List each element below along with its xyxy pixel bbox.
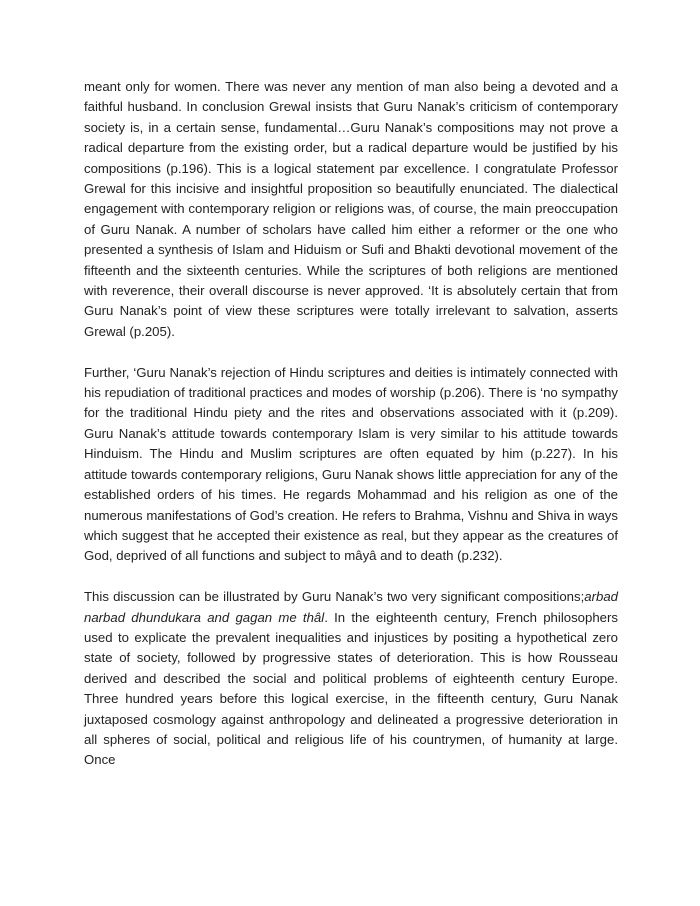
paragraph-1: meant only for women. There was never any mention of man also being a devoted and a faithful husband. In conclusion Grewal insists that Guru Nanak’s criticism of contemporary society is, in a certain sense, fundamental…Guru Nanak’s compositions may not prove a radical departure from the existing order, but a radical departure would be justified by his compositions (p.196). This is a logical statement par excellence. I congratulate Professor Grewal for this incisive and insightful proposition so beautifully enunciated. The dialectical engagement with contemporary religion or religions was, of course, the main preoccupation of Guru Nanak. A number of scholars have called him either a reformer or the one who presented a synthesis of Islam and Hiduism or Sufi and Bhakti devotional movement of the fifteenth and the sixteenth centuries. While the scriptures of both religions are mentioned with reverence, their overall discourse is never approved. ‘It is absolutely certain that from Guru Nanak’s point of view these scriptures were totally irrelevant to salvation, asserts Grewal (p.205).	[84, 79, 618, 339]
body-text	[84, 77, 618, 771]
paragraph-3	[84, 587, 618, 771]
paragraph-2: Further, ‘Guru Nanak’s rejection of Hindu scriptures and deities is intimately connected with his repudiation of traditional practices and modes of worship (p.206). There is ‘no sympathy for the traditional Hindu piety and the rites and observations associated with it (p.209). Guru Nanak’s attitude towards contemporary Islam is very similar to his attitude towards Hinduism. The Hindu and Muslim scriptures are often equated by him (p.227). In his attitude towards contemporary religions, Guru Nanak shows little appreciation for any of the established orders of his times. He regards Mohammad and his religion as one of the numerous manifestations of God’s creation. He refers to Brahma, Vishnu and Shiva in ways which suggest that he accepted their existence as real, but they appear as the creatures of God, deprived of all functions and subject to mâyâ and to death (p.232).	[84, 364, 618, 564]
paragraph-3-text-after: . In the eighteenth century, French philosophers used to explicate the prevalent inequalities and injustices by positing a hypothetical zero state of society, followed by progressive states of deterioration. This is how Rousseau derived and described the social and political problems of eighteenth century Europe. Three hundred years before this logical exercise, in the fifteenth century, Guru Nanak juxtaposed cosmology against anthropology and delineated a progressive deterioration in all spheres of social, political and religious life of his countrymen, of humanity at large. Once	[84, 609, 618, 768]
paragraph-3-text-before: This discussion can be illustrated by Guru Nanak’s two very significant compositions;	[84, 589, 585, 605]
paragraph-3-italic-titles: arbad narbad dhundukara and gagan me thâl	[84, 589, 618, 625]
